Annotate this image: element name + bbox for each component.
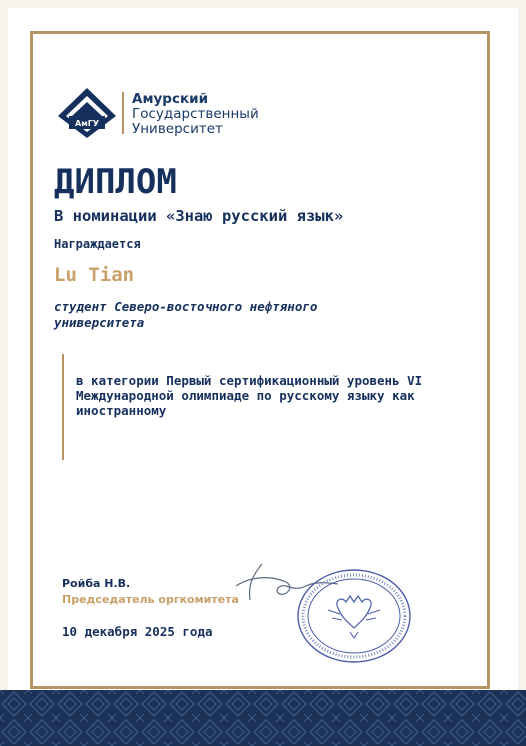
svg-text:АмГУ: АмГУ (75, 119, 99, 128)
university-name (132, 92, 259, 137)
university-logo-icon (56, 86, 118, 140)
signer-role: Председатель оргкомитета (62, 593, 239, 606)
award-category: в категории Первый сертификационный уровень VI Международной олимпиаде по русскому языку как иностранному (76, 373, 423, 418)
geometric-pattern-icon (0, 690, 526, 746)
awarded-label: Награждается (54, 237, 141, 251)
university-name-line2: Государственный (132, 106, 259, 122)
university-name-line3: Университет (132, 121, 223, 137)
category-accent-bar (62, 354, 64, 460)
recipient-affiliation: студент Северо-восточного нефтяного университета (54, 299, 318, 330)
diploma-title: ДИПЛОМ (54, 162, 177, 202)
issue-date: 10 декабря 2025 года (62, 624, 213, 639)
decorative-pattern-band (0, 690, 526, 746)
official-seal-icon (294, 566, 414, 666)
nomination-text: В номинации «Знаю русский язык» (54, 207, 344, 225)
signer-name: Ройба Н.В. (62, 577, 131, 590)
logo-divider (122, 92, 124, 134)
recipient-name: Lu Tian (54, 264, 135, 286)
university-name-line1: Амурский (132, 91, 209, 107)
